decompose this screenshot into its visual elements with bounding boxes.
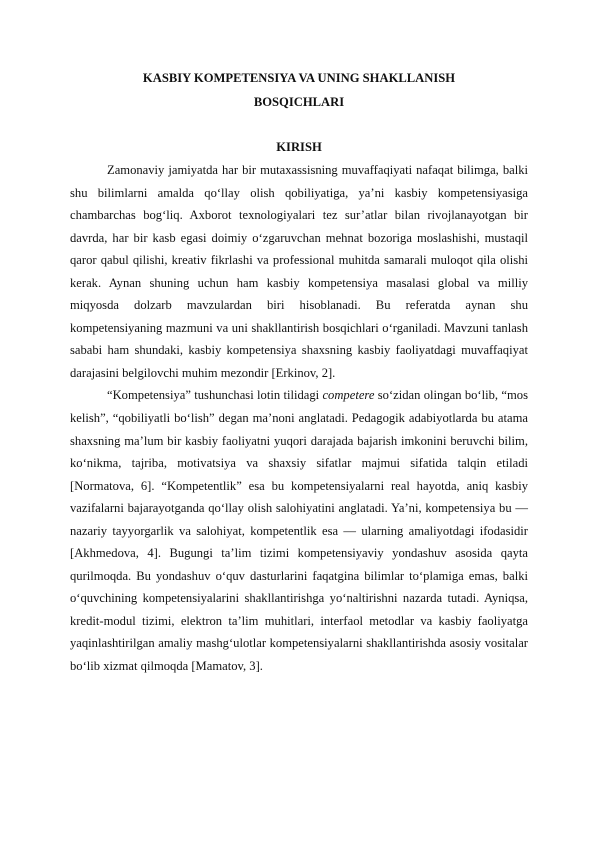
section-heading-kirish: KIRISH bbox=[276, 140, 322, 154]
paragraph-2-text-rest: so‘zidan olingan bo‘lib, “mos kelish”, “qobiliyatli bo‘lish” degan ma’noni anglatadi. Pedagogik adabiyotlarda bu atama shaxsning ma’lum bir kasbiy faoliyatni yuqori darajada bajarish imkonini beruvchi bilim, ko‘nikma, tajriba, motivatsiya va shaxsiy sifatlar majmui sifatida talqin etiladi [Normatova, 6]. “Kompetentlik” esa bu kompetensiyalarni real hayotda, aniq kasbiy vazifalarni bajarayotganda qo‘llay olish salohiyatini anglatadi. Ya’ni, kompetensiya bu — nazariy tayyorgarlik va salohiyat, kompetentlik esa — ularning amaliyotdagi ifodasidir [Akhmedova, 4]. Bugungi ta’lim tizimi kompetensiyaviy yondashuv asosida qayta qurilmoqda. Bu yondashuv o‘quv dasturlarini faqatgina bilimlar to‘plamiga emas, balki o‘quvchining kompetensiyalarini shakllantirishga yo‘naltirishni nazarda tutadi. Ayniqsa, kredit-modul tizimi, elektron ta’lim muhitlari, interfaol metodlar va kasbiy faoliyatga yaqinlashtirilgan amaliy mashg‘ulotlar kompetensiyalarni shakllantirishda asosiy vositalar bo‘lib xizmat qilmoqda [Mamatov, 3]. bbox=[70, 388, 528, 674]
document-page bbox=[70, 66, 528, 678]
paragraph-2 bbox=[70, 384, 528, 677]
paragraph-2-text-start: “Kompetensiya” tushunchasi lotin tilidagi bbox=[107, 388, 323, 403]
paragraph-1: Zamonaviy jamiyatda har bir mutaxassisning muvaffaqiyati nafaqat bilimga, balki shu bilimlarni amalda qo‘llay olish qobiliyatiga, ya’ni kasbiy kompetensiyasiga chambarchas bog‘liq. Axborot texnologiyalari tez sur’atlar bilan rivojlanayotgan bir davrda, har bir kasb egasi doimiy o‘zgaruvchan mehnat bozoriga moslashishi, mustaqil qaror qabul qilishi, kreativ fikrlashi va professional muhitda samarali muloqot qila olishi kerak. Aynan shuning uchun ham kasbiy kompetensiya masalasi global va milliy miqyosda dolzarb mavzulardan biri hisoblanadi. Bu referatda aynan shu kompetensiyaning mazmuni va uni shakllantirish bosqichlari o‘rganiladi. Mavzuni tanlash sababi ham shundaki, kasbiy kompetensiya shaxsning kasbiy faoliyatdagi muvaffaqiyat darajasini belgilovchi muhim mezondir [Erkinov, 2]. bbox=[70, 163, 528, 380]
paragraph-2-italic-term: competere bbox=[322, 388, 375, 403]
document-title-line-1: KASBIY KOMPETENSIYA VA UNING SHAKLLANISH bbox=[142, 71, 456, 85]
document-title-line-2: BOSQICHLARI bbox=[253, 95, 345, 109]
document-title bbox=[70, 66, 528, 114]
